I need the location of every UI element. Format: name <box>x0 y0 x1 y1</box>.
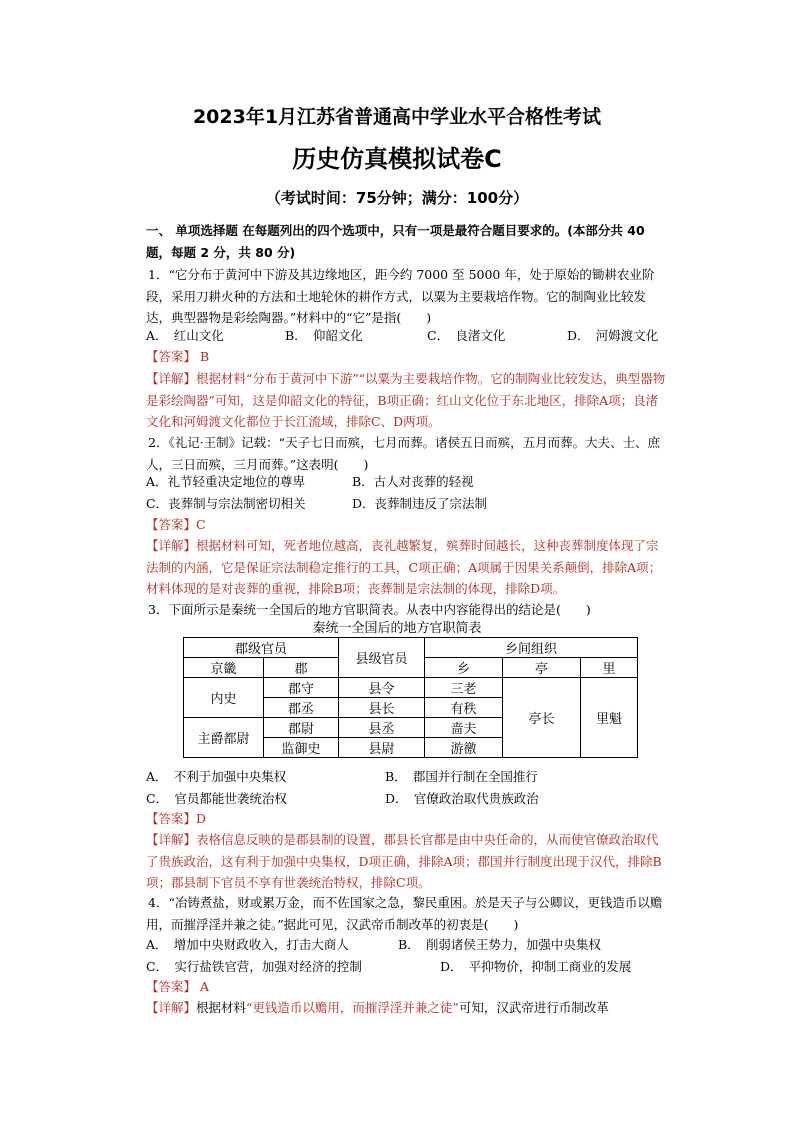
header-xiang-sub: 乡 <box>425 658 503 678</box>
question-4-stem: 4．“冶铸煮盐，财或累万金，而不佐国家之急，黎民重困。於是天子与公卿议，更钱造币以赡用，而摧浮淫并兼之徒。”据此可见，汉武帝币制改革的初衷是( ) <box>146 895 663 932</box>
q2-answer: 【答案】C <box>146 517 206 532</box>
table-cell: 监御史 <box>264 738 339 758</box>
table-cell: 县令 <box>339 678 425 698</box>
table-cell: 啬夫 <box>425 718 503 738</box>
table-cell: 三老 <box>425 678 503 698</box>
q1-option-b: B． 仰韶文化 <box>285 328 363 343</box>
header-ting: 亭 <box>503 658 581 678</box>
q1-answer: 【答案】 B <box>146 349 210 364</box>
q4-option-a: A． 增加中央财政收入，打击大商人 <box>146 937 349 952</box>
q3-option-a: A． 不利于加强中央集权 <box>146 769 287 784</box>
q3-answer: 【答案】D <box>146 811 207 826</box>
q3-option-b: B． 郡国并行制在全国推行 <box>385 769 538 784</box>
section-heading: 一、 单项选择题 在每题列出的四个选项中，只有一项是最符合题目要求的。(本部分共 40 题，每题 2 分，共 80 分) <box>146 223 645 260</box>
exam-title: 2023年1月江苏省普通高中学业水平合格性考试 <box>192 106 602 128</box>
q4-explanation: 【详解】根据材料“更钱造币以赡用，而摧浮淫并兼之徒”可知，汉武帝进行币制改革 <box>146 1000 609 1015</box>
cell-tingzhang: 亭长 <box>503 678 581 758</box>
table-cell: 游徼 <box>425 738 503 758</box>
q1-option-d: D． 河姆渡文化 <box>567 328 659 343</box>
q2-option-b: B．古人对丧葬的轻视 <box>352 474 474 489</box>
header-jingji: 京畿 <box>184 658 264 678</box>
q3-option-d: D． 官僚政治取代贵族政治 <box>385 791 539 806</box>
q2-option-c: C．丧葬制与宗法制密切相关 <box>146 496 306 511</box>
table-cell: 县长 <box>339 698 425 718</box>
q1-option-c: C． 良渚文化 <box>427 328 506 343</box>
q4-option-c: C． 实行盐铁官营，加强对经济的控制 <box>146 959 362 974</box>
header-jun: 郡级官员 <box>184 638 339 658</box>
table-cell: 郡守 <box>264 678 339 698</box>
exam-meta: （考试时间：75分钟；满分：100分） <box>265 189 529 207</box>
q4-answer: 【答案】 A <box>146 979 210 994</box>
cell-neishi: 内史 <box>184 678 264 718</box>
table-cell: 郡尉 <box>264 718 339 738</box>
q4-option-b: B． 削弱诸侯王势力，加强中央集权 <box>398 937 601 952</box>
table-cell: 郡丞 <box>264 698 339 718</box>
question-3-stem: 3．下面所示是秦统一全国后的地方官职简表。从表中内容能得出的结论是( ) <box>148 602 591 617</box>
q2-option-d: D．丧葬制违反了宗法制 <box>352 496 488 511</box>
q1-explanation: 【详解】根据材料“分布于黄河中下游”“以粟为主要栽培作物。它的制陶业比较发达，典型器物是彩绘陶器”可知，这是仰韶文化的特征，B项正确；红山文化位于东北地区，排除A项；良渚文化和河姆渡文化都位于长江流域，排除C、D两项。 <box>146 371 666 429</box>
question-1-stem: 1．“它分布于黄河中下游及其边缘地区，距今约 7000 至 5000 年，处于原始的锄耕农业阶段，采用刀耕火种的方法和土地轮休的耕作方式，以粟为主要栽培作物。它的制陶业比较发达，典型器物是彩绘陶器。”材料中的“它”是指( ) <box>146 267 655 325</box>
q3-explanation: 【详解】表格信息反映的是郡县制的设置，郡县长官都是由中央任命的，从而使官僚政治取代了贵族政治，这有利于加强中央集权，D项正确，排除A项；郡国并行制度出现于汉代，排除B项；郡县制下官员不享有世袭统治特权，排除C项。 <box>146 832 662 890</box>
table-cell: 县丞 <box>339 718 425 738</box>
cell-likui: 里魁 <box>581 678 638 758</box>
header-li: 里 <box>581 658 638 678</box>
q2-explanation: 【详解】根据材料可知，死者地位越高，丧礼越繁复，殡葬时间越长，这种丧葬制度体现了宗法制的内涵，它是保证宗法制稳定推行的工具，C项正确；A项属于因果关系颠倒，排除A项；材料体现的是对丧葬的重视，排除B项；丧葬制是宗法制的体现，排除D项。 <box>146 538 662 596</box>
q2-option-a: A．礼节轻重决定地位的尊卑 <box>146 474 306 489</box>
header-xiang: 乡间组织 <box>425 638 638 658</box>
exam-subtitle: 历史仿真模拟试卷C <box>292 145 502 173</box>
table-cell: 有秩 <box>425 698 503 718</box>
table-cell: 县尉 <box>339 738 425 758</box>
table-caption: 秦统一全国后的地方官职简表 <box>312 621 482 636</box>
header-xian: 县级官员 <box>339 638 425 678</box>
q3-option-c: C． 官员都能世袭统治权 <box>146 791 287 806</box>
q4-option-d: D． 平抑物价，抑制工商业的发展 <box>440 959 632 974</box>
question-2-stem: 2．《礼记·王制》记载：“天子七日而殡，七月而葬。诸侯五日而殡，五月而葬。大夫、士、庶人，三日而殡，三月而葬。”这表明( ) <box>146 435 661 472</box>
officials-table <box>183 637 638 758</box>
header-jun-sub: 郡 <box>264 658 339 678</box>
q1-option-a: A． 红山文化 <box>146 328 224 343</box>
cell-zhujue: 主爵都尉 <box>184 718 264 758</box>
